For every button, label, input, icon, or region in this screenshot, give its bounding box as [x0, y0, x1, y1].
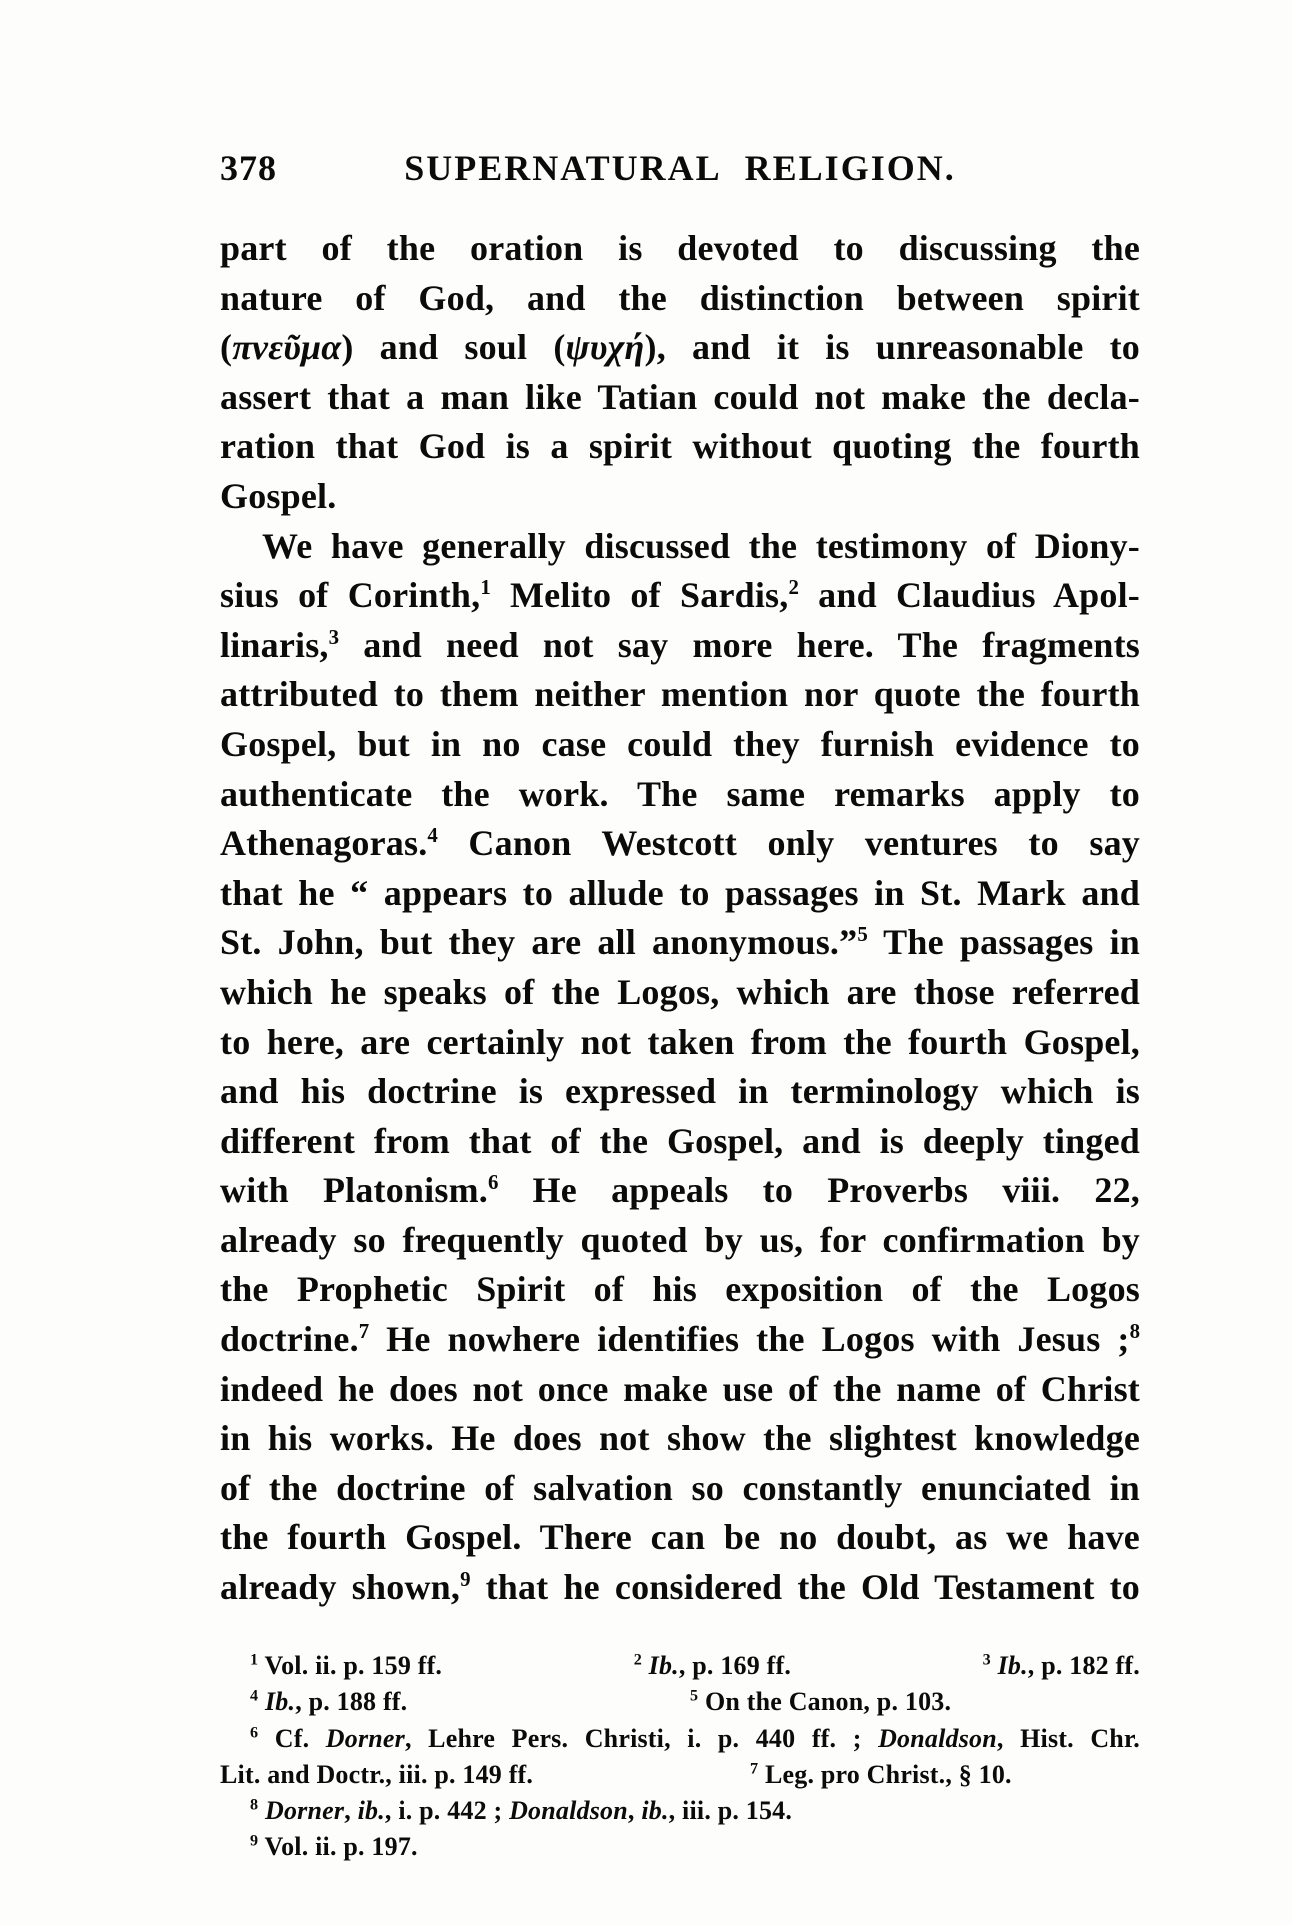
footnote-marker: 8: [250, 1796, 259, 1814]
footnote-marker: 5: [857, 922, 868, 947]
text-line: [220, 1464, 1140, 1514]
text-segment: Gospel.: [220, 475, 337, 516]
text-segment: , i. p. 442 ;: [384, 1796, 510, 1826]
text-line: [220, 1315, 1140, 1365]
footnote-marker: 6: [250, 1723, 259, 1741]
text-segment: with Platonism.: [220, 1170, 488, 1211]
text-segment: which he speaks of the Logos, which are those referred: [220, 971, 1140, 1012]
text-segment: Ib.: [648, 1651, 679, 1680]
text-segment: , p. 169 ff.: [678, 1651, 792, 1680]
footnote-marker: 3: [328, 624, 340, 649]
text-segment: St. John, but they are all anonymous.”: [220, 922, 858, 963]
text-segment: sius of Corinth,: [220, 575, 481, 616]
text-segment: He nowhere identifies the Logos with Jesus ;: [369, 1319, 1130, 1360]
footnote-marker: 9: [460, 1567, 471, 1592]
text-segment: different from that of the Gospel, and is deeply tinged: [220, 1120, 1140, 1161]
text-line: [220, 323, 1140, 373]
text-segment: and need not say more here. The fragments: [339, 624, 1140, 665]
text-segment: to here, are certainly not taken from the fourth Gospel,: [220, 1021, 1140, 1062]
text-segment: Ib.: [264, 1687, 296, 1717]
text-segment: already shown,: [220, 1567, 461, 1608]
text-line: [220, 819, 1140, 869]
text-line: [220, 621, 1140, 671]
text-segment: The passages in: [867, 922, 1140, 963]
text-segment: and his doctrine is expressed in terminology which is: [220, 1071, 1140, 1112]
text-segment: linaris,: [220, 624, 329, 665]
text-line: [220, 1265, 1140, 1315]
text-line: [220, 720, 1140, 770]
text-segment: Gospel, but in no case could they furnish evidence to: [220, 723, 1140, 764]
text-segment: Vol. ii. p. 197.: [258, 1832, 418, 1862]
text-segment: Vol. ii. p. 159 ff.: [258, 1651, 443, 1680]
text-segment: attributed to them neither mention nor quote the fourth: [220, 674, 1140, 715]
text-segment: Lit. and Doctr., iii. p. 149 ff.: [220, 1759, 534, 1789]
text-segment: part of the oration is devoted to discussing the: [220, 228, 1140, 268]
text-segment: Dorner: [264, 1796, 345, 1826]
text-segment: , Lehre Pers. Christi, i. p. 440 ff. ;: [405, 1723, 879, 1753]
footnote-marker: 6: [487, 1170, 499, 1195]
text-line: [220, 422, 1140, 472]
text-segment: ,: [627, 1796, 642, 1826]
footnote-marker: 1: [480, 575, 491, 600]
footnote-marker: 7: [750, 1760, 759, 1778]
text-line: [220, 1216, 1140, 1266]
text-segment: Canon Westcott only ventures to say: [437, 823, 1140, 864]
footnote-item: [750, 1757, 1012, 1793]
text-segment: assert that a man like Tatian could not make the decla-: [220, 376, 1140, 417]
footnote-item: [983, 1648, 1140, 1684]
running-title: SUPERNATURAL RELIGION.: [404, 148, 956, 188]
footnote-line: [220, 1793, 1140, 1829]
text-line: [220, 522, 1140, 572]
footnote-marker: 3: [982, 1651, 991, 1669]
text-segment: Leg. pro Christ., § 10.: [758, 1759, 1012, 1789]
text-segment: in his works. He does not show the slightest knowledge: [220, 1418, 1140, 1459]
text-segment: [258, 1687, 265, 1716]
text-segment: πνεῦμα: [232, 327, 342, 368]
text-segment: doctrine.: [220, 1319, 359, 1360]
text-line: [220, 918, 1140, 968]
text-segment: ib.: [641, 1796, 669, 1826]
footnotes: [220, 1648, 1140, 1866]
text-segment: ψυχή: [565, 327, 645, 368]
text-line: [220, 1513, 1140, 1563]
text-segment: On the Canon, p. 103.: [698, 1687, 952, 1717]
text-line: [220, 373, 1140, 423]
text-segment: the Prophetic Spirit of his exposition of the Logos: [220, 1269, 1140, 1310]
text-line: [220, 1018, 1140, 1068]
text-line: [220, 670, 1140, 720]
text-segment: He appeals to Proverbs viii. 22,: [498, 1170, 1140, 1211]
footnote-item: [250, 1724, 1140, 1753]
text-line: [220, 1414, 1140, 1464]
footnote-marker: 2: [788, 575, 799, 600]
text-line: [220, 869, 1140, 919]
text-segment: Donaldson: [509, 1796, 628, 1826]
text-segment: indeed he does not once make use of the name of Christ: [220, 1368, 1140, 1409]
text-line: [220, 1067, 1140, 1117]
text-segment: , p. 188 ff.: [295, 1687, 408, 1717]
footnote-line: [220, 1829, 1140, 1865]
footnote-marker: 5: [690, 1687, 699, 1705]
text-line: [220, 571, 1140, 621]
text-segment: ,: [344, 1796, 358, 1826]
footnote-item: [220, 1760, 533, 1789]
text-segment: authenticate the work. The same remarks apply to: [220, 773, 1140, 814]
body-text: [220, 224, 1140, 1613]
footnote-marker: 8: [1129, 1319, 1140, 1344]
text-segment: Dorner: [325, 1723, 405, 1753]
text-segment: We have generally discussed the testimony of Diony-: [262, 525, 1140, 566]
footnote-line: [220, 1757, 1140, 1793]
text-segment: and Claudius Apol-: [798, 575, 1140, 616]
text-segment: [642, 1651, 649, 1680]
text-line: [220, 1166, 1140, 1216]
footnote-line: [220, 1648, 1140, 1684]
text-segment: nature of God, and the distinction between spirit: [220, 277, 1140, 318]
footnote-marker: 1: [250, 1651, 259, 1669]
footnote-item: [690, 1684, 951, 1720]
text-line: [220, 1117, 1140, 1167]
footnote-item: [250, 1648, 442, 1684]
page-header: [220, 148, 1140, 192]
text-line: [220, 1365, 1140, 1415]
text-line: [220, 472, 1140, 522]
text-segment: Athenagoras.: [220, 823, 428, 864]
text-segment: that he considered the Old Testament to: [470, 1567, 1140, 1608]
text-segment: [991, 1651, 998, 1680]
text-segment: Donaldson: [878, 1723, 997, 1753]
text-segment: [258, 1796, 265, 1825]
footnote-item: [250, 1796, 792, 1825]
text-segment: Melito of Sardis,: [490, 575, 789, 616]
text-segment: of the doctrine of salvation so constantly enunciated in: [220, 1467, 1140, 1508]
text-segment: Ib.: [997, 1651, 1028, 1680]
text-segment: the fourth Gospel. There can be no doubt, as we have: [220, 1517, 1140, 1558]
footnote-marker: 4: [250, 1687, 259, 1705]
footnote-marker: 2: [633, 1651, 642, 1669]
text-segment: (: [220, 327, 233, 368]
text-segment: ) and soul (: [341, 327, 566, 368]
footnote-marker: 9: [250, 1832, 259, 1850]
footnote-marker: 4: [427, 823, 438, 848]
text-segment: ), and it is unreasonable to: [644, 327, 1141, 368]
text-segment: , iii. p. 154.: [668, 1796, 793, 1826]
text-segment: , Hist. Chr.: [996, 1723, 1141, 1753]
text-line: [220, 1563, 1140, 1613]
text-line: [220, 770, 1140, 820]
text-segment: Cf.: [258, 1723, 326, 1753]
footnote-item: [250, 1687, 407, 1716]
footnote-item: [250, 1832, 418, 1861]
footnote-line: [220, 1684, 1140, 1720]
page-number: 378: [220, 148, 277, 188]
text-segment: , p. 182 ff.: [1027, 1651, 1140, 1680]
text-line: [220, 224, 1140, 274]
footnote-item: [634, 1648, 791, 1684]
text-segment: already so frequently quoted by us, for confirmation by: [220, 1219, 1140, 1260]
text-segment: that he “ appears to allude to passages in St. Mark and: [220, 872, 1140, 913]
footnote-marker: 7: [358, 1319, 370, 1344]
text-line: [220, 274, 1140, 324]
text-segment: ration that God is a spirit without quoting the fourth: [220, 426, 1140, 467]
text-segment: ib.: [357, 1796, 385, 1826]
footnote-line: [220, 1721, 1140, 1757]
text-line: [220, 968, 1140, 1018]
